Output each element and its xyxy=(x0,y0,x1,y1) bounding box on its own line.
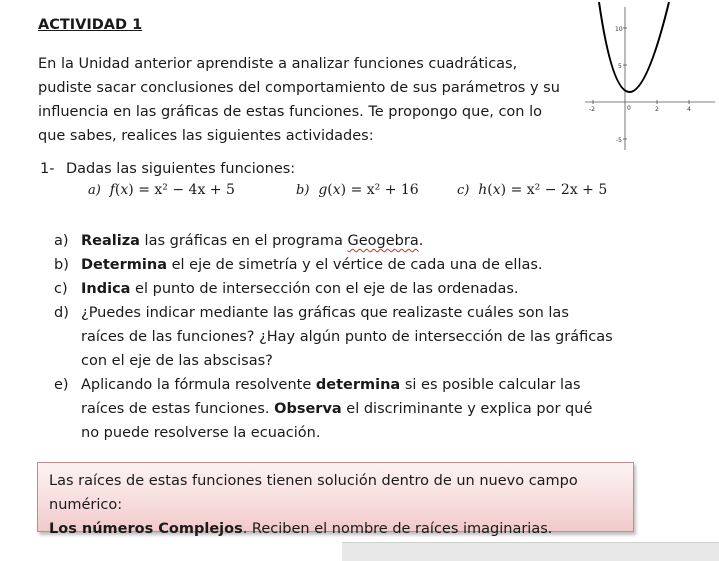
question-number: 1- xyxy=(40,161,55,177)
task-item: d) ¿Puedes indicar mediante las gráficas que realizaste cuáles son las raíces de las funciones? ¿Hay algún punto de intersección de las gráficas con el eje de las abscisas? xyxy=(54,305,613,369)
task-item: a) Realiza las gráficas en el programa Geogebra. xyxy=(54,233,424,249)
task-item: c) Indica el punto de intersección con el eje de las ordenadas. xyxy=(54,281,519,297)
task-item: e) Aplicando la fórmula resolvente determina si es posible calcular las raíces de estas funciones. Observa el discriminante y explica por qué no puede resolverse la ecuación. xyxy=(54,377,593,441)
y-tick-label: 5 xyxy=(618,63,622,70)
page-footer-bar xyxy=(342,542,719,561)
parabola-graph xyxy=(585,2,715,152)
task-item: b) Determina el eje de simetría y el vértice de cada una de ellas. xyxy=(54,257,543,273)
y-tick-label: -5 xyxy=(616,137,622,144)
x-tick-label: 4 xyxy=(687,106,691,113)
function-h: c) h(x) = x² − 2x + 5 xyxy=(457,182,608,198)
intro-paragraph: En la Unidad anterior aprendiste a analizar funciones cuadráticas, pudiste sacar conclusiones del comportamiento de sus parámetros y su influencia en las gráficas de estas funciones. Te propongo que, con lo que sabes, realices las siguientes actividades: xyxy=(38,56,560,144)
info-note-box: Las raíces de estas funciones tienen solución dentro de un nuevo campo numérico: Los números Complejos. Reciben el nombre de raíces imaginarias. xyxy=(37,462,634,532)
x-tick-label: 0 xyxy=(627,105,631,112)
question-heading xyxy=(40,161,295,177)
parabola-curve xyxy=(599,2,669,92)
function-list xyxy=(0,182,719,206)
x-tick-label: 2 xyxy=(655,106,659,113)
function-g: b) g(x) = x² + 16 xyxy=(296,182,419,198)
y-tick-label: 10 xyxy=(615,26,623,33)
x-tick-label: -2 xyxy=(589,106,595,113)
task-list xyxy=(54,229,614,445)
spellcheck-word: Geogebra xyxy=(347,233,419,249)
function-f: a) f(x) = x² − 4x + 5 xyxy=(88,182,235,198)
activity-title: ACTIVIDAD 1 xyxy=(38,17,143,33)
question-text: Dadas las siguientes funciones: xyxy=(66,161,296,177)
